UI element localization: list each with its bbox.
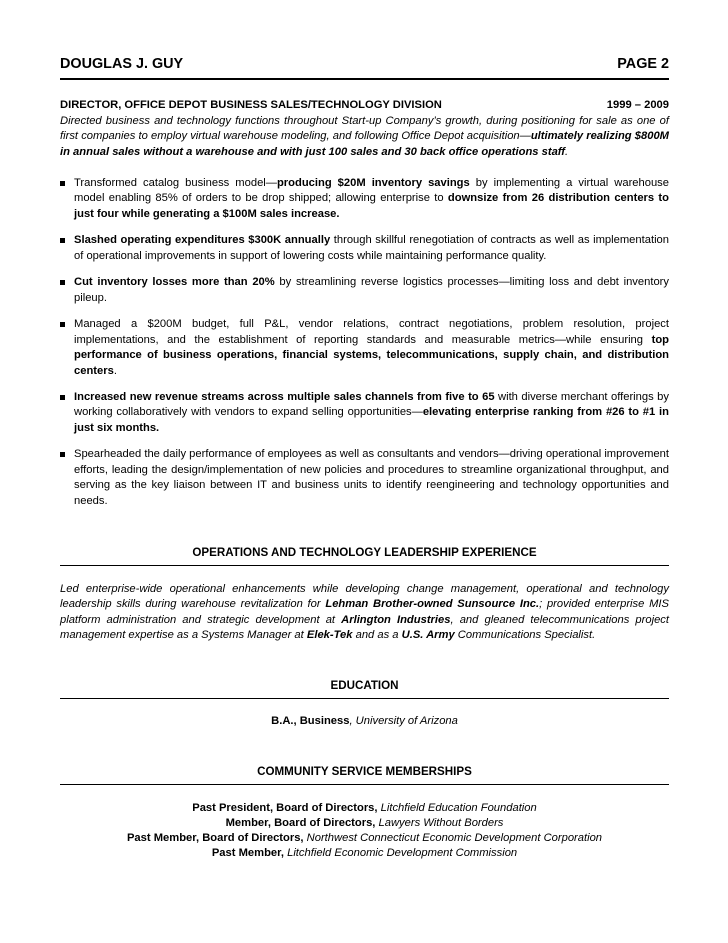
bullet-square-icon	[60, 322, 65, 327]
education-degree: B.A., Business, University of Arizona	[271, 715, 458, 727]
achievement-list	[60, 176, 669, 520]
list-item: Spearheaded the daily performance of employees as well as consultants and vendors—driving operational improvement efforts, leading the design/implementation of new policies and procedures to streamline organizational throughput, and serving as the key liaison between IT and business units to identify reengineering and technology opportunities and needs.	[60, 447, 669, 509]
list-item: Cut inventory losses more than 20% by streamlining reverse logistics processes—limiting loss and debt inventory pileup.	[60, 275, 669, 306]
list-item: Increased new revenue streams across multiple sales channels from five to 65 with diverse merchant offerings by working collaboratively with vendors to expand selling opportunities—elevating enterprise ranking from #26 to #1 in just six months.	[60, 390, 669, 436]
membership-line: Past Member, Board of Directors, Northwest Connecticut Economic Development Corporation	[126, 832, 603, 844]
candidate-name: DOUGLAS J. GUY	[60, 56, 184, 72]
ops-summary: Led enterprise-wide operational enhancements while developing change management, operational and technology leadership skills during warehouse revitalization for Lehman Brother-owned Sunsource Inc.; provided enterprise MIS platform administration and strategic development at Arlington Industries, and gleaned telecommunications project management expertise as a Systems Manager at Elek-Tek and as a U.S. Army Communications Specialist.	[60, 583, 670, 642]
ops-section-title: OPERATIONS AND TECHNOLOGY LEADERSHIP EXPERIENCE	[192, 546, 537, 559]
bullet-square-icon	[60, 181, 65, 186]
bullet-square-icon	[60, 280, 65, 285]
list-item: Managed a $200M budget, full P&L, vendor relations, contract negotiations, problem resolution, project implementations, and the establishment of reporting standards and measurable metrics—while ensuring top performance of business operations, financial systems, telecommunications, supply chain, and distribution centers.	[60, 317, 669, 379]
ops-divider	[60, 565, 669, 566]
community-section-title: COMMUNITY SERVICE MEMBERSHIPS	[257, 765, 472, 778]
community-divider	[60, 784, 669, 785]
page-header	[60, 56, 669, 73]
education-section-title: EDUCATION	[330, 679, 399, 692]
education-divider	[60, 698, 669, 699]
job-dates: 1999 – 2009	[606, 99, 669, 111]
membership-line: Past Member, Litchfield Economic Development Commission	[211, 847, 518, 859]
membership-line: Past President, Board of Directors, Litchfield Education Foundation	[192, 802, 537, 814]
bullet-square-icon	[60, 395, 65, 400]
membership-line: Member, Board of Directors, Lawyers Without Borders	[225, 817, 504, 829]
list-item: Slashed operating expenditures $300K annually through skillful renegotiation of contracts as well as implementation of operational improvements in support of lowering costs while maintaining performance quality.	[60, 233, 669, 264]
job-summary: Directed business and technology functions throughout Start-up Company’s growth, during positioning for sale as one of first companies to employ virtual warehouse modeling, and following Office Depot acquisition—ultimately realizing $800M in annual sales without a warehouse and with just 100 sales and 30 back office operations staff.	[60, 115, 669, 158]
bullet-square-icon	[60, 238, 65, 243]
job-heading	[60, 98, 669, 113]
list-item: Transformed catalog business model—producing $20M inventory savings by implementing a virtual warehouse model enabling 85% of orders to be drop shipped; allowing enterprise to downsize from 26 distribution centers to just four while generating a $100M sales increase.	[60, 176, 669, 222]
bullet-square-icon	[60, 452, 65, 457]
header-divider	[60, 78, 669, 80]
page-number: PAGE 2	[617, 56, 669, 72]
job-title: DIRECTOR, OFFICE DEPOT BUSINESS SALES/TECHNOLOGY DIVISION	[60, 99, 442, 111]
